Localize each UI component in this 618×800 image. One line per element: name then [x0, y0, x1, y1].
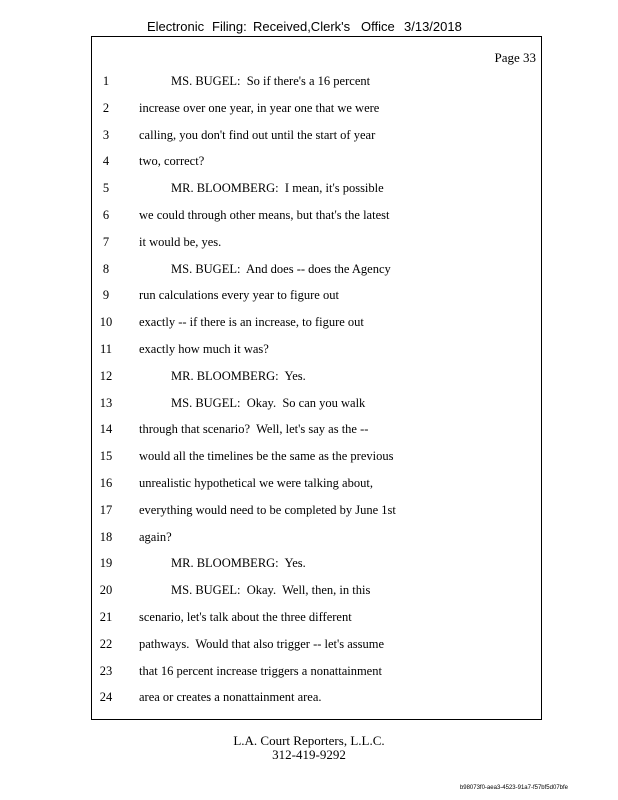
transcript-line: [0, 74, 618, 92]
line-number: 2: [102, 100, 110, 115]
line-number: 17: [99, 502, 113, 517]
line-text: MS. BUGEL: And does -- does the Agency: [171, 261, 391, 276]
line-number: 1: [102, 74, 110, 88]
line-text: MR. BLOOMBERG: Yes.: [171, 556, 306, 571]
line-text: again?: [139, 529, 172, 544]
transcript-line: [0, 396, 618, 414]
filing-date: 3/13/2018: [404, 19, 462, 34]
line-number: 14: [99, 422, 113, 437]
footer-phone: 312-419-9292: [272, 747, 346, 762]
filing-office: Office: [361, 19, 395, 34]
transcript-line: [0, 422, 618, 440]
filing-electronic: Electronic: [147, 19, 205, 34]
transcript-line: [0, 583, 618, 601]
line-text: exactly -- if there is an increase, to figure out: [139, 315, 364, 330]
line-number: 5: [102, 181, 110, 196]
line-text: run calculations every year to figure out: [139, 288, 339, 303]
transcript-line: [0, 664, 618, 682]
line-text: increase over one year, in year one that we were: [139, 100, 380, 115]
line-number: 23: [99, 663, 113, 678]
line-number: 18: [99, 529, 113, 544]
line-number: 19: [99, 556, 113, 571]
transcript-line: [0, 342, 618, 360]
line-number: 15: [99, 449, 113, 464]
filing-received: Received,Clerk's: [253, 19, 351, 34]
line-text: MS. BUGEL: Okay. So can you walk: [171, 395, 366, 410]
transcript-line: [0, 476, 618, 494]
line-text: we could through other means, but that's the latest: [139, 208, 390, 222]
line-number: 20: [99, 583, 113, 598]
line-number: 21: [99, 610, 113, 624]
line-text: it would be, yes.: [139, 234, 222, 249]
line-number: 8: [102, 261, 110, 276]
transcript-line: [0, 530, 618, 548]
line-text: MR. BLOOMBERG: Yes.: [171, 368, 306, 383]
line-text: unrealistic hypothetical we were talking about,: [139, 476, 373, 490]
line-text: through that scenario? Well, let's say as the --: [139, 422, 369, 437]
line-text: pathways. Would that also trigger -- let's assume: [139, 636, 385, 651]
transcript-line: [0, 637, 618, 655]
line-number: 22: [99, 636, 113, 651]
line-text: MR. BLOOMBERG: I mean, it's possible: [171, 181, 384, 196]
transcript-line: [0, 369, 618, 387]
transcript-line: [0, 235, 618, 253]
page-number: Page 33: [494, 50, 536, 65]
transcript-line: [0, 181, 618, 199]
line-text: scenario, let's talk about the three different: [139, 610, 352, 624]
line-number: 3: [102, 127, 110, 142]
line-number: 13: [99, 395, 113, 410]
transcript-line: [0, 101, 618, 119]
line-text: calling, you don't find out until the start of year: [139, 127, 376, 142]
line-text: MS. BUGEL: Okay. Well, then, in this: [171, 583, 371, 598]
line-text: area or creates a nonattainment area.: [139, 690, 322, 705]
line-number: 12: [99, 368, 113, 383]
transcript-line: [0, 610, 618, 628]
line-text: two, correct?: [139, 154, 205, 169]
line-number: 7: [102, 234, 110, 249]
line-text: would all the timelines be the same as the previous: [139, 449, 394, 464]
line-number: 11: [99, 342, 113, 356]
transcript-line: [0, 288, 618, 306]
document-hash: b98073f0-aea3-4523-91a7-f57bf5d07bfe: [459, 785, 568, 791]
line-text: MS. BUGEL: So if there's a 16 percent: [171, 74, 371, 88]
filing-stamp-header: [0, 19, 618, 37]
line-text: exactly how much it was?: [139, 342, 269, 356]
footer-company: L.A. Court Reporters, L.L.C.: [233, 733, 385, 748]
transcript-line: [0, 315, 618, 333]
transcript-line: [0, 154, 618, 172]
line-text: everything would need to be completed by June 1st: [139, 502, 396, 517]
line-number: 6: [102, 208, 110, 222]
transcript-line: [0, 208, 618, 226]
transcript-line: [0, 690, 618, 708]
transcript-line: [0, 503, 618, 521]
line-number: 9: [102, 288, 110, 303]
line-text: that 16 percent increase triggers a nonattainment: [139, 663, 382, 678]
filing-label: Filing:: [212, 19, 247, 34]
transcript-line: [0, 556, 618, 574]
line-number: 4: [102, 154, 110, 169]
transcript-line: [0, 262, 618, 280]
transcript-line: [0, 128, 618, 146]
line-number: 10: [99, 315, 113, 330]
line-number: 16: [99, 476, 113, 490]
transcript-line: [0, 449, 618, 467]
line-number: 24: [99, 690, 113, 705]
